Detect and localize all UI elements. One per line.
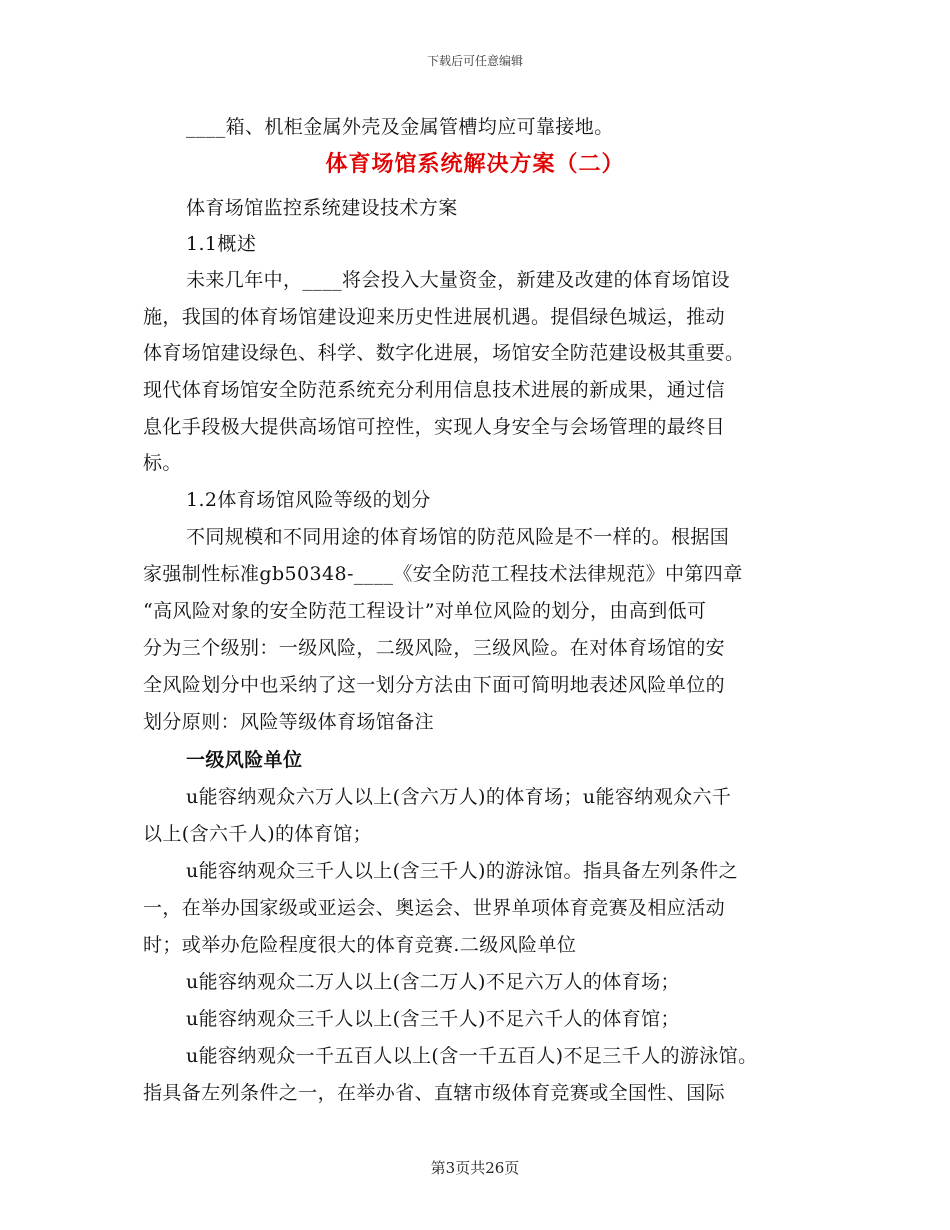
body-line-7: 息化手段极大提供高场馆可控性，实现人身安全与会场管理的最终目: [143, 416, 726, 438]
body-line-21: 时；或举办危险程度很大的体育竞赛.二级风险单位: [143, 934, 577, 956]
body-line-6: 现代体育场馆安全防范系统充分利用信息技术进展的新成果，通过信: [143, 379, 726, 401]
body-line-13: 分为三个级别：一级风险，二级风险，三级风险。在对体育场馆的安: [143, 637, 726, 659]
body-line-4: 施，我国的体育场馆建设迎来历史性进展机遇。提倡绿色城运，推动: [143, 306, 726, 328]
body-line-18: 以上(含六千人)的体育馆；: [143, 823, 373, 845]
body-line-2: 1.1概述: [186, 233, 257, 255]
body-line-9: 1.2体育场馆风险等级的划分: [186, 489, 431, 511]
body-line-5: 体育场馆建设绿色、科学、数字化进展，场馆安全防范建设极其重要。: [143, 342, 745, 364]
section-title: 体育场馆系统解决方案（二）: [325, 151, 625, 177]
body-line-0: ____箱、机柜金属外壳及金属管槽均应可靠接地。: [186, 116, 614, 138]
body-line-22: u能容纳观众二万人以上(含二万人)不足六万人的体育场；: [186, 971, 680, 993]
body-line-23: u能容纳观众三千人以上(含三千人)不足六千人的体育馆；: [186, 1008, 680, 1030]
body-line-1: 体育场馆监控系统建设技术方案: [186, 197, 458, 219]
body-line-11: 家强制性标准gb50348-____《安全防范工程技术法律规范》中第四章: [143, 563, 743, 585]
body-line-20: 一，在举办国家级或亚运会、奥运会、世界单项体育竞赛及相应活动: [143, 897, 726, 919]
body-line-15: 划分原则：风险等级体育场馆备注: [143, 711, 435, 733]
body-line-12: “高风险对象的安全防范工程设计”对单位风险的划分，由高到低可: [143, 600, 707, 622]
body-line-3: 未来几年中，____将会投入大量资金，新建及改建的体育场馆设: [186, 269, 731, 291]
body-line-17: u能容纳观众六万人以上(含六万人)的体育场；u能容纳观众六千: [186, 786, 732, 808]
page-footer: 第3页共26页: [430, 1159, 520, 1177]
body-line-24: u能容纳观众一千五百人以上(含一千五百人)不足三千人的游泳馆。: [186, 1045, 758, 1067]
page-header: 下载后可任意编辑: [426, 54, 523, 68]
body-line-25: 指具备左列条件之一，在举办省、直辖市级体育竞赛或全国性、国际: [143, 1082, 726, 1104]
subheading-level-one-risk: 一级风险单位: [186, 749, 303, 771]
body-line-14: 全风险划分中也采纳了这一划分方法由下面可简明地表述风险单位的: [143, 674, 726, 696]
body-line-19: u能容纳观众三千人以上(含三千人)的游泳馆。指具备左列条件之: [186, 860, 739, 882]
body-line-10: 不同规模和不同用途的体育场馆的防范风险是不一样的。根据国: [186, 526, 730, 548]
body-line-8: 标。: [143, 452, 182, 474]
